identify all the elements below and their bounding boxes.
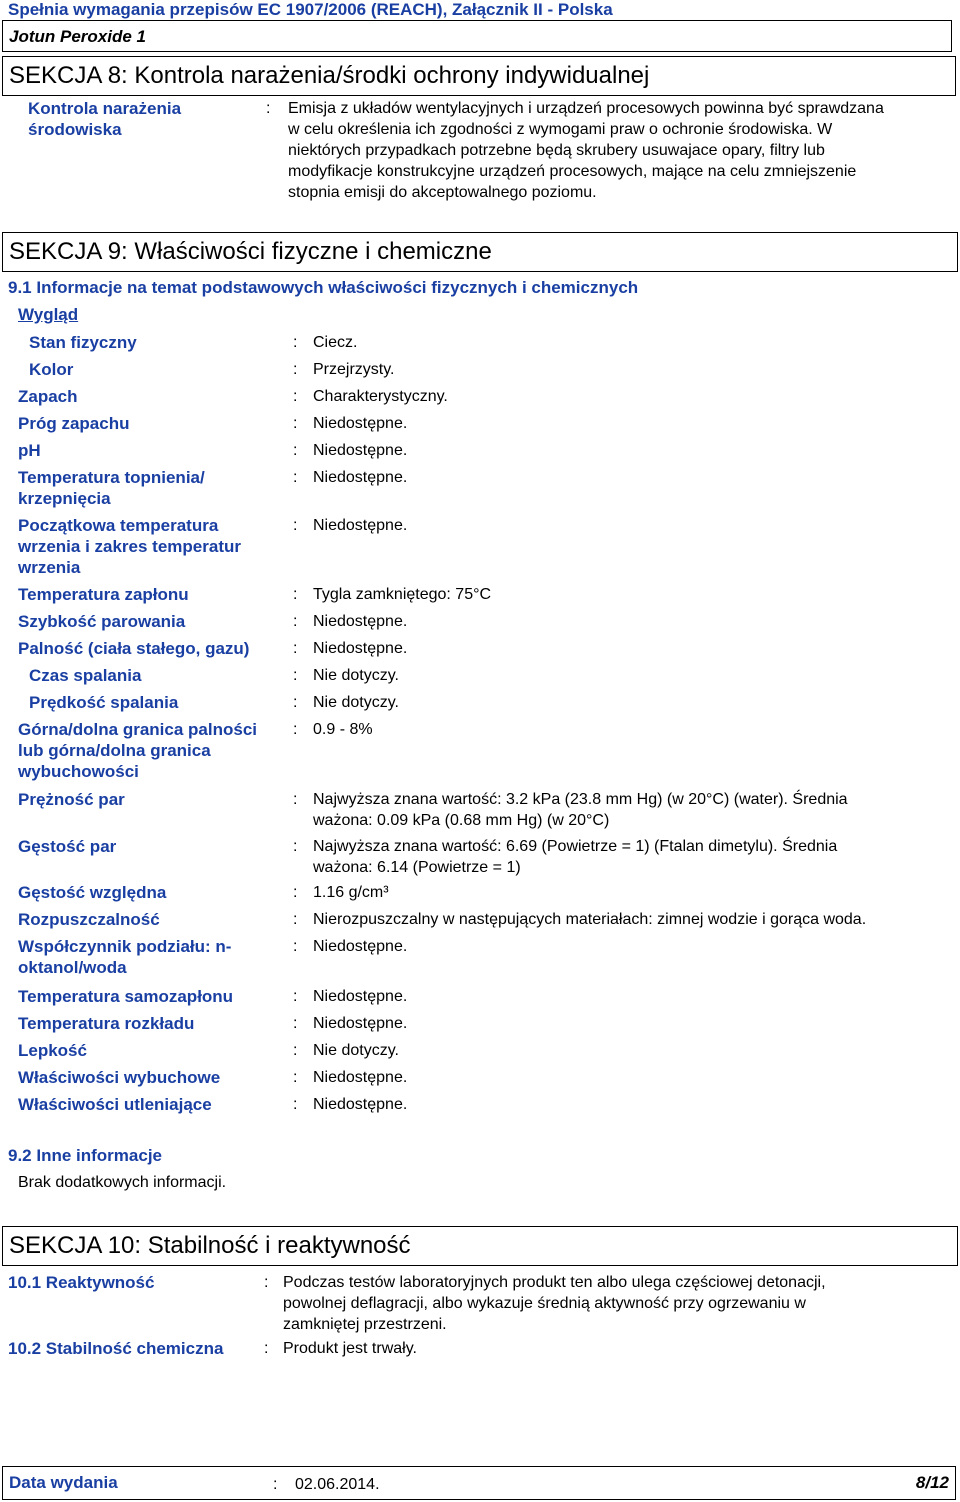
property-label-line: Właściwości utleniające	[18, 1095, 212, 1114]
property-label-line: Górna/dolna granica palności	[18, 720, 257, 739]
other-info-text: Brak dodatkowych informacji.	[18, 1174, 227, 1191]
property-label-line: Początkowa temperatura	[18, 516, 219, 535]
property-label	[18, 413, 129, 434]
property-value-line: ważona: 0.09 kPa (0.68 mm Hg) (w 20°C)	[313, 812, 610, 829]
property-label-line: Temperatura rozkładu	[18, 1014, 195, 1033]
property-label-line: Gęstość par	[18, 837, 117, 856]
env-value-line: stopnia emisji do akceptowalnego poziomu.	[288, 184, 597, 201]
colon: :	[293, 838, 298, 855]
colon: :	[273, 1476, 278, 1493]
property-label	[18, 909, 160, 930]
property-label	[18, 515, 241, 578]
property-value	[313, 467, 407, 488]
colon: :	[293, 884, 298, 901]
property-label-line: Palność (ciała stałego, gazu)	[18, 639, 250, 658]
colon: :	[293, 694, 298, 711]
appearance-heading: Wygląd	[18, 305, 79, 324]
property-value	[313, 611, 407, 632]
property-value-line: Niedostępne.	[313, 442, 408, 459]
colon: :	[293, 938, 298, 955]
property-value	[313, 1040, 399, 1061]
reactivity-value	[283, 1338, 417, 1359]
property-value	[313, 665, 399, 686]
property-value-line: Niedostępne.	[313, 415, 408, 432]
property-value-line: Charakterystyczny.	[313, 388, 448, 405]
property-label-line: Lepkość	[18, 1041, 87, 1060]
section8-title: SEKCJA 8: Kontrola narażenia/środki ochrony indywidualnej	[9, 62, 650, 89]
page-number: 8/12	[915, 1473, 949, 1492]
property-value-line: Niedostępne.	[313, 517, 408, 534]
colon: :	[293, 517, 298, 534]
property-value-line: Niedostępne.	[313, 1096, 408, 1113]
product-header	[2, 20, 952, 52]
colon: :	[293, 1069, 298, 1086]
property-label-line: wrzenia	[18, 558, 81, 577]
property-value-line: Niedostępne.	[313, 640, 408, 657]
section9-heading	[2, 232, 958, 272]
property-value	[313, 359, 394, 380]
colon: :	[293, 388, 298, 405]
property-value-line: Najwyższa znana wartość: 6.69 (Powietrze = 1) (Ftalan dimetylu). Średnia	[313, 838, 838, 855]
issue-date-label: Data wydania	[9, 1473, 118, 1492]
property-label-line: Kolor	[29, 360, 74, 379]
property-value	[313, 638, 407, 659]
property-label	[18, 882, 166, 903]
env-value-line: modyfikacje konstrukcyjne urządzeń procesowych, mające na celu zmniejszenie	[288, 163, 857, 180]
property-value-line: Niedostępne.	[313, 988, 408, 1005]
property-label	[29, 692, 178, 713]
property-label	[18, 386, 78, 407]
property-value-line: Niedostępne.	[313, 613, 408, 630]
reactivity-value-line: powolnej deflagracji, albo wykazuje średnią aktywność przy ogrzewaniu w	[283, 1295, 806, 1312]
section10-heading	[2, 1226, 958, 1266]
property-value-line: Tygla zamkniętego: 75°C	[313, 586, 492, 603]
property-label	[29, 332, 137, 353]
property-value-line: Niedostępne.	[313, 938, 408, 955]
colon: :	[293, 469, 298, 486]
property-value-line: Nie dotyczy.	[313, 694, 399, 711]
env-label-line: Kontrola narażenia	[28, 99, 182, 118]
property-value	[313, 515, 407, 536]
colon: :	[293, 721, 298, 738]
env-control-value	[288, 98, 884, 203]
colon: :	[264, 1340, 269, 1357]
property-label	[29, 665, 141, 686]
property-label	[18, 936, 231, 978]
property-value	[313, 1094, 407, 1115]
colon: :	[293, 667, 298, 684]
reactivity-value-line: zamkniętej przestrzeni.	[283, 1316, 447, 1333]
section8-heading	[2, 56, 956, 96]
property-value	[313, 836, 837, 878]
property-label	[18, 638, 249, 659]
property-value	[313, 882, 389, 903]
property-value-line: Ciecz.	[313, 334, 358, 351]
property-value	[313, 692, 399, 713]
env-value-line: w celu określenia ich zgodności z wymogami praw o ochronie środowiska. W	[288, 121, 833, 138]
colon: :	[293, 361, 298, 378]
property-label-line: Temperatura samozapłonu	[18, 987, 234, 1006]
property-label-line: wybuchowości	[18, 762, 139, 781]
property-value	[313, 936, 407, 957]
property-label	[18, 1040, 87, 1061]
property-label-line: pH	[18, 441, 41, 460]
property-value-line: Nie dotyczy.	[313, 667, 399, 684]
property-label	[18, 467, 205, 509]
colon: :	[293, 415, 298, 432]
property-value	[313, 332, 357, 353]
reactivity-value	[283, 1272, 826, 1335]
property-value-line: Przejrzysty.	[313, 361, 395, 378]
property-value-line: Najwyższa znana wartość: 3.2 kPa (23.8 mm Hg) (w 20°C) (water). Średnia	[313, 791, 848, 808]
property-label	[18, 719, 257, 782]
issue-date-value: 02.06.2014.	[295, 1476, 380, 1493]
property-label-line: Czas spalania	[29, 666, 142, 685]
colon: :	[293, 911, 298, 928]
property-label	[18, 1067, 220, 1088]
colon: :	[266, 100, 271, 117]
property-label	[18, 611, 185, 632]
property-label	[18, 986, 233, 1007]
colon: :	[293, 1042, 298, 1059]
property-value-line: Niedostępne.	[313, 1069, 408, 1086]
property-value-line: Nierozpuszczalny w następujących materiałach: zimnej wodzie i gorąca woda.	[313, 911, 867, 928]
colon: :	[293, 334, 298, 351]
property-label-line: oktanol/woda	[18, 958, 127, 977]
env-value-line: Emisja z układów wentylacyjnych i urządzeń procesowych powinna być sprawdzana	[288, 100, 884, 117]
property-label-line: Współczynnik podziału: n-	[18, 937, 232, 956]
section9-title: SEKCJA 9: Właściwości fizyczne i chemiczne	[9, 238, 492, 265]
property-label	[18, 836, 116, 857]
property-value-line: 1.16 g/cm³	[313, 884, 389, 901]
property-label-line: lub górna/dolna granica	[18, 741, 211, 760]
property-value-line: ważona: 6.14 (Powietrze = 1)	[313, 859, 521, 876]
property-label	[18, 789, 125, 810]
property-label-line: Właściwości wybuchowe	[18, 1068, 221, 1087]
property-value	[313, 986, 407, 1007]
property-label-line: Prężność par	[18, 790, 125, 809]
property-value	[313, 909, 866, 930]
footer-box	[2, 1466, 956, 1500]
colon: :	[293, 791, 298, 808]
property-label	[18, 584, 189, 605]
property-label-line: Temperatura zapłonu	[18, 585, 189, 604]
property-value	[313, 1067, 407, 1088]
property-label-line: Stan fizyczny	[29, 333, 137, 352]
colon: :	[293, 988, 298, 1005]
property-value-line: Niedostępne.	[313, 1015, 408, 1032]
colon: :	[264, 1274, 269, 1291]
property-value	[313, 789, 848, 831]
property-label-line: Szybkość parowania	[18, 612, 186, 631]
property-label-line: krzepnięcia	[18, 489, 111, 508]
colon: :	[293, 586, 298, 603]
subsection-9-2: 9.2 Inne informacje	[8, 1146, 162, 1165]
env-label-line: środowiska	[28, 120, 122, 139]
property-label-line: Zapach	[18, 387, 78, 406]
subsection-9-1: 9.1 Informacje na temat podstawowych właściwości fizycznych i chemicznych	[8, 278, 639, 297]
property-value-line: 0.9 - 8%	[313, 721, 373, 738]
property-value-line: Niedostępne.	[313, 469, 408, 486]
property-label	[29, 359, 73, 380]
env-value-line: niektórych przypadkach potrzebne będą skrubery usuwajace opary, filtry lub	[288, 142, 825, 159]
colon: :	[293, 1096, 298, 1113]
property-value	[313, 1013, 407, 1034]
reactivity-label: 10.1 Reaktywność	[8, 1273, 155, 1292]
property-value	[313, 440, 407, 461]
section10-title: SEKCJA 10: Stabilność i reaktywność	[9, 1232, 411, 1259]
property-label-line: Próg zapachu	[18, 414, 130, 433]
colon: :	[293, 640, 298, 657]
reactivity-label: 10.2 Stabilność chemiczna	[8, 1339, 224, 1358]
colon: :	[293, 1015, 298, 1032]
property-label	[18, 1094, 212, 1115]
env-control-label	[28, 98, 181, 140]
property-label-line: Prędkość spalania	[29, 693, 179, 712]
property-value	[313, 719, 373, 740]
property-value	[313, 386, 448, 407]
property-label-line: Temperatura topnienia/	[18, 468, 205, 487]
property-label-line: Rozpuszczalność	[18, 910, 160, 929]
regulation-header: Spełnia wymagania przepisów EC 1907/2006 (REACH), Załącznik II - Polska	[8, 0, 613, 19]
colon: :	[293, 613, 298, 630]
property-value	[313, 413, 407, 434]
reactivity-value-line: Podczas testów laboratoryjnych produkt ten albo ulega częściowej detonacji,	[283, 1274, 826, 1291]
property-label-line: Gęstość względna	[18, 883, 167, 902]
property-label	[18, 1013, 194, 1034]
reactivity-value-line: Produkt jest trwały.	[283, 1340, 417, 1357]
product-name: Jotun Peroxide 1	[9, 27, 146, 46]
property-value	[313, 584, 491, 605]
property-value-line: Nie dotyczy.	[313, 1042, 399, 1059]
property-label-line: wrzenia i zakres temperatur	[18, 537, 241, 556]
property-label	[18, 440, 41, 461]
colon: :	[293, 442, 298, 459]
